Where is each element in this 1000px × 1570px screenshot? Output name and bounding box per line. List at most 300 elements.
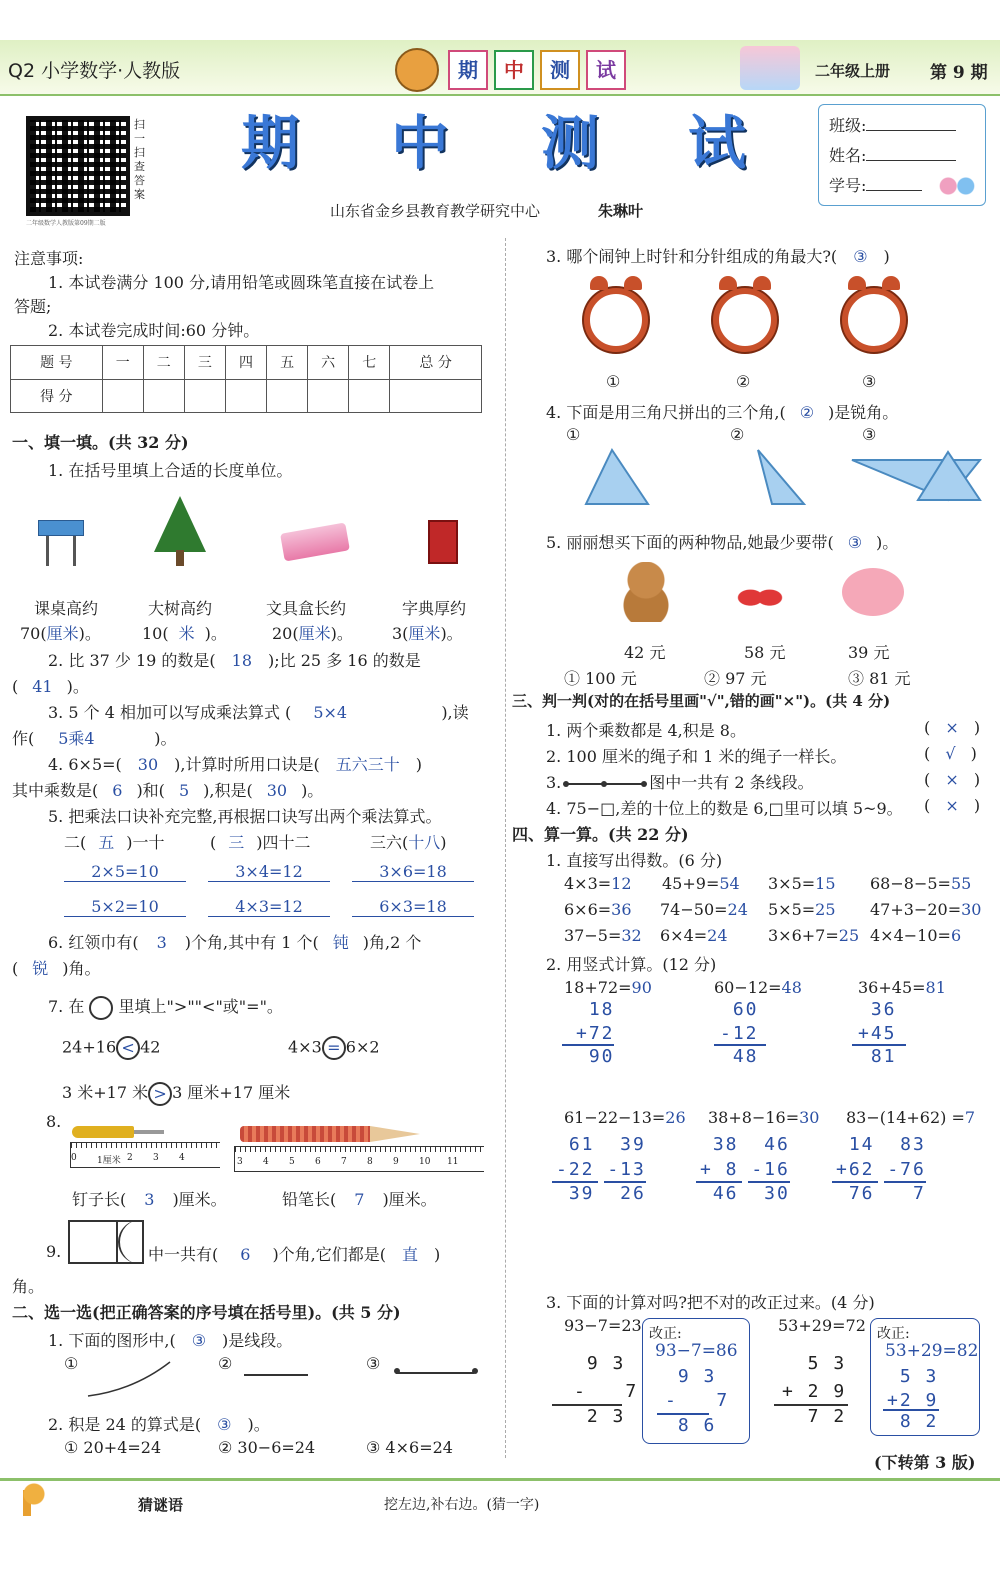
q3-text: 3. 5 个 4 相加可以写成乘法算式 ( <box>48 703 292 722</box>
note-2: 2. 本试卷完成时间:60 分钟。 <box>48 321 260 340</box>
author-org: 山东省金乡县教育教学研究中心 <box>330 202 541 220</box>
q2-text: 2. 比 37 少 19 的数是( <box>48 651 216 670</box>
class-field[interactable] <box>866 130 956 131</box>
q1-item: 大树高约 <box>148 599 213 618</box>
wrong-calc: 9 3 - 7 <box>574 1353 639 1402</box>
q9-number: 9. <box>46 1242 62 1261</box>
table-cell: 七 <box>349 346 390 380</box>
s2-q2-answer[interactable]: ③ <box>217 1415 232 1434</box>
option-label: ② <box>218 1354 233 1373</box>
q7-text-b: 里填上">""<"或"="。 <box>118 997 283 1016</box>
correction-label: 改正: <box>877 1326 910 1342</box>
alarm-clock-icon <box>584 288 648 352</box>
option-label: ② <box>736 372 751 391</box>
s2-q2-text-b: )。 <box>247 1415 270 1434</box>
ruler-2 <box>234 1146 484 1172</box>
q2-answer-2[interactable]: 41 <box>32 677 53 696</box>
vertical-answer[interactable]: 81 <box>925 978 946 997</box>
q5-k1: 二( <box>64 833 87 852</box>
judge-item: 1. 两个乘数都是 4,积是 8。 <box>546 721 746 740</box>
table-cell: 一 <box>102 346 143 380</box>
teddy-bear-icon <box>620 562 672 622</box>
table-cell: 题 号 <box>11 346 103 380</box>
score-table <box>10 345 482 413</box>
q5-answer-2[interactable]: 三 <box>228 833 245 852</box>
ray-line-icon <box>244 1374 308 1376</box>
vertical-result: 48 <box>720 1046 759 1067</box>
section-3-heading: 三、判一判(对的在括号里画"√",错的画"×")。(共 4 分) <box>512 692 891 710</box>
tree-icon <box>154 496 206 552</box>
correction-box <box>870 1318 980 1436</box>
score-cell[interactable] <box>390 379 482 413</box>
judge-answer[interactable]: × <box>945 796 959 815</box>
vertical-result: 81 <box>858 1046 897 1067</box>
q1-close: )。 <box>330 624 353 643</box>
title-char: 试 <box>687 109 746 177</box>
s2-q5-option: ① 100 元 <box>564 669 637 688</box>
score-cell[interactable] <box>349 379 390 413</box>
q5-equation[interactable]: 5×2=10 <box>64 897 186 917</box>
q5-equation[interactable]: 3×6=18 <box>352 862 474 882</box>
notes-heading: 注意事项: <box>14 249 84 268</box>
q5-equation[interactable]: 3×4=12 <box>208 862 330 882</box>
desk-icon <box>38 520 84 536</box>
option-label: ③ <box>862 372 877 391</box>
q4-text-d: 其中乘数是( <box>12 781 99 800</box>
q9-text-c: ) <box>434 1245 441 1264</box>
oral-q: 3×5= <box>768 874 816 893</box>
q5-equation[interactable]: 2×5=10 <box>64 862 186 882</box>
q7-right: 42 <box>140 1037 161 1057</box>
score-cell[interactable] <box>184 379 225 413</box>
section-1-heading: 一、填一填。(共 32 分) <box>12 433 189 452</box>
oral-answer[interactable]: 6 <box>950 926 962 945</box>
q1-close: )。 <box>440 624 463 643</box>
banner-char: 中 <box>494 50 534 90</box>
q4-text-e: )和( <box>136 781 165 800</box>
q2-text-b: );比 25 多 16 的数是 <box>268 651 421 670</box>
oral-answer[interactable]: 36 <box>611 900 632 919</box>
ruler-mark: 5 <box>289 1157 295 1167</box>
ruler-mark: 3 <box>237 1157 243 1167</box>
q4-answer-5[interactable]: 30 <box>266 781 288 800</box>
check-q: 53+29=72 <box>778 1316 866 1335</box>
q1-num: 20( <box>272 624 299 643</box>
cartoon-animals-icon <box>935 171 979 201</box>
castle-decoration-icon <box>740 46 800 90</box>
option-label: ① <box>64 1354 79 1373</box>
segment-dots-icon <box>565 783 645 785</box>
wrong-calc: 5 3 + 2 9 <box>782 1353 847 1402</box>
s2-q3-text: 3. 哪个闹钟上时针和分针组成的角最大?( <box>546 247 838 266</box>
q6-text-b: )个角,其中有 1 个( <box>184 933 319 952</box>
judge-item: 3. <box>546 773 562 792</box>
q6-answer-2[interactable]: 钝 <box>332 933 349 952</box>
correction-label: 改正: <box>649 1326 682 1342</box>
s2-q5-option: ② 97 元 <box>704 669 767 688</box>
oral-q: 47+3−20= <box>870 900 962 919</box>
q1-answer[interactable]: 厘米 <box>46 624 79 643</box>
q7-left: 24+16 <box>62 1037 117 1057</box>
judge-answer[interactable]: × <box>945 718 959 737</box>
option-label: ② <box>730 425 745 444</box>
ruler-1 <box>70 1142 220 1168</box>
q3-text-c: 作( <box>12 729 35 748</box>
judge-answer[interactable]: × <box>945 770 959 789</box>
ruler-mark: 2 <box>127 1153 133 1163</box>
alarm-clock-icon <box>713 288 777 352</box>
note-1b: 答题; <box>14 297 52 316</box>
ruler-mark: 10 <box>419 1157 431 1167</box>
q1-1: 1. 在括号里填上合适的长度单位。 <box>48 461 293 480</box>
judge-item: 2. 100 厘米的绳子和 1 米的绳子一样长。 <box>546 747 847 766</box>
triangle-ruler-icon <box>752 446 808 508</box>
option-label: ③ <box>366 1354 381 1373</box>
q7-sign[interactable]: > <box>148 1082 172 1106</box>
s2-q3-text-b: ) <box>883 247 890 266</box>
s4-q2-text: 2. 用竖式计算。(12 分) <box>546 955 717 974</box>
score-cell[interactable] <box>225 379 266 413</box>
oral-q: 68−8−5= <box>870 874 951 893</box>
q5-equation[interactable]: 6×3=18 <box>352 897 474 917</box>
class-label: 班级: <box>829 116 867 135</box>
q4-text: 4. 6×5=( <box>48 755 122 774</box>
alarm-clock-icon <box>842 288 906 352</box>
q5-text: 5. 把乘法口诀补充完整,再根据口诀写出两个乘法算式。 <box>48 807 442 826</box>
s4-q3-text: 3. 下面的计算对吗?把不对的改正过来。(4 分) <box>546 1293 875 1312</box>
q9-text-b: )个角,它们都是( <box>272 1245 387 1264</box>
oral-answer[interactable]: 12 <box>611 874 632 893</box>
q2-text-c: )。 <box>66 677 89 696</box>
oral-answer[interactable]: 55 <box>950 874 972 893</box>
q7-sign[interactable]: < <box>116 1036 140 1060</box>
title-char: 期 <box>240 109 299 177</box>
q1-close: )。 <box>78 624 101 643</box>
vertical-calc: 38 46 + 8 -16 <box>700 1134 790 1180</box>
ruler-mark: 4 <box>179 1153 185 1163</box>
vertical-calc: 60 -12 <box>720 999 759 1044</box>
q5-answer-3[interactable]: 十八 <box>408 833 441 852</box>
correction-answer[interactable]: 93−7=86 <box>655 1341 738 1361</box>
ruler-mark: 6 <box>315 1157 321 1167</box>
q4-text-g: )。 <box>301 781 324 800</box>
q6-answer-1[interactable]: 3 <box>156 933 167 952</box>
score-cell[interactable] <box>308 379 349 413</box>
vertical-answer[interactable]: 26 <box>665 1108 686 1127</box>
oral-q: 4×3= <box>564 874 612 893</box>
oral-answer[interactable]: 32 <box>621 926 642 945</box>
piggy-bank-icon <box>842 568 904 616</box>
vertical-answer[interactable]: 7 <box>964 1108 976 1127</box>
vertical-answer[interactable]: 30 <box>799 1108 820 1127</box>
vertical-calc: 18 +72 <box>576 999 615 1044</box>
q5-k3b: ) <box>440 833 447 852</box>
table-cell: 总 分 <box>390 346 482 380</box>
correction-result: 8 6 <box>665 1415 717 1436</box>
tree-trunk-icon <box>176 550 184 566</box>
option-label: ① <box>566 425 581 444</box>
score-cell[interactable] <box>143 379 184 413</box>
vertical-result: 39 26 <box>556 1183 646 1204</box>
pencil-tip-icon <box>370 1126 420 1142</box>
oral-answer[interactable]: 25 <box>815 900 836 919</box>
price: 58 元 <box>744 643 786 662</box>
segment-endpoint-icon <box>472 1368 478 1374</box>
q8-text-c: 铅笔长( <box>282 1190 337 1209</box>
section-2-heading: 二、选一选(把正确答案的序号填在括号里)。(共 5 分) <box>12 1303 401 1322</box>
circle-icon <box>89 996 113 1020</box>
table-cell: 四 <box>225 346 266 380</box>
vertical-result: 76 7 <box>836 1183 926 1204</box>
oral-answer[interactable]: 30 <box>961 900 982 919</box>
q1-item: 文具盒长约 <box>266 599 347 618</box>
option-label: ① <box>606 372 621 391</box>
triangle-ruler-icon <box>582 446 652 508</box>
oral-q: 4×4−10= <box>870 926 951 945</box>
paren: ( <box>12 677 19 696</box>
oral-answer[interactable]: 25 <box>838 926 860 945</box>
q6-text: 6. 红领巾有( <box>48 933 139 952</box>
q8-answer-1[interactable]: 3 <box>144 1190 155 1209</box>
q3-answer-2[interactable]: 5乘4 <box>58 729 95 748</box>
q3-answer-1[interactable]: 5×4 <box>313 703 348 722</box>
q5-equation[interactable]: 4×3=12 <box>208 897 330 917</box>
q8-text-b: )厘米。 <box>172 1190 227 1209</box>
vertical-calc: 14 83 +62 -76 <box>836 1134 926 1180</box>
riddle-label: 猜谜语 <box>138 1496 184 1514</box>
s2-q1-text-b: )是线段。 <box>222 1331 293 1350</box>
q4-answer-1[interactable]: 30 <box>137 755 159 774</box>
q4-text-f: ),积是( <box>203 781 253 800</box>
table-cell: 得 分 <box>11 379 103 413</box>
q8-answer-2[interactable]: 7 <box>354 1190 365 1209</box>
q3-text-b: ),读 <box>441 703 469 722</box>
q7-left: 3 米+17 米 <box>62 1083 149 1102</box>
id-label: 学号: <box>829 176 867 195</box>
q4-answer-4[interactable]: 5 <box>178 781 190 800</box>
vertical-calc: 61 39 -22 -13 <box>556 1134 646 1180</box>
vertical-calc: 36 +45 <box>858 999 897 1044</box>
vertical-q: 61−22−13= <box>564 1108 666 1127</box>
title-char: 中 <box>390 109 449 177</box>
s2-q2-option: ① 20+4=24 <box>64 1438 162 1457</box>
judge-item: 4. 75−□,差的十位上的数是 6,□里可以填 5~9。 <box>546 799 903 818</box>
continued-note: (下转第 3 版) <box>874 1453 976 1472</box>
s2-q3-answer[interactable]: ③ <box>853 247 868 266</box>
oral-answer[interactable]: 24 <box>727 900 748 919</box>
oral-q: 45+9= <box>662 874 720 893</box>
qr-code-icon[interactable] <box>26 116 130 216</box>
table-cell: 二 <box>143 346 184 380</box>
oral-answer[interactable]: 54 <box>719 874 740 893</box>
q4-answer-2[interactable]: 五六三十 <box>335 755 400 774</box>
q1-num: 10( <box>142 624 169 643</box>
q5-k3: 三六( <box>370 833 409 852</box>
s2-q1-answer[interactable]: ③ <box>191 1331 207 1350</box>
q2-answer-1[interactable]: 18 <box>231 651 253 670</box>
q9-answer-2[interactable]: 直 <box>402 1245 419 1264</box>
q1-num: 70( <box>20 624 47 643</box>
ruler-mark: 11 <box>447 1157 459 1167</box>
paren: ( <box>12 959 19 978</box>
segment-line-icon <box>396 1372 474 1374</box>
section-4-heading: 四、算一算。(共 22 分) <box>512 825 689 844</box>
oral-answer[interactable]: 24 <box>707 926 728 945</box>
lion-mascot-icon <box>395 48 439 92</box>
pencil-case-icon <box>280 522 350 561</box>
header-left: Q2 小学数学·人教版 <box>8 60 181 82</box>
vertical-q: 18+72= <box>564 978 632 997</box>
q6-text-c: )角,2 个 <box>362 933 422 952</box>
curve-line-icon <box>84 1360 174 1400</box>
vertical-result: 46 30 <box>700 1183 790 1204</box>
check-q: 93−7=23 <box>564 1316 642 1335</box>
q7-left: 4×3 <box>288 1037 322 1057</box>
q5-k2b: )四十二 <box>256 833 311 852</box>
q1-close: )。 <box>204 624 227 643</box>
student-info-box <box>818 104 986 206</box>
s2-q4-answer[interactable]: ② <box>799 403 815 422</box>
q7-sign[interactable]: = <box>322 1036 346 1060</box>
oral-q: 37−5= <box>564 926 622 945</box>
note-1: 1. 本试卷满分 100 分,请用铅笔或圆珠笔直接在试卷上 <box>48 273 435 292</box>
price: 39 元 <box>848 643 890 662</box>
vertical-q: 83−(14+62) = <box>846 1108 965 1127</box>
table-cell: 五 <box>267 346 308 380</box>
score-cell[interactable] <box>102 379 143 413</box>
q1-item: 课桌高约 <box>34 599 99 618</box>
q1-num: 3( <box>392 624 409 643</box>
oral-q: 74−50= <box>660 900 728 919</box>
q8-text: 钉子长( <box>72 1190 127 1209</box>
s2-q5-text-b: )。 <box>876 533 899 552</box>
wrong-result: 7 2 <box>782 1406 847 1427</box>
q5-answer-1[interactable]: 五 <box>98 833 115 852</box>
q7-text: 7. 在 <box>48 997 85 1016</box>
q9-text: 中一共有( <box>148 1245 219 1264</box>
ruler-mark: 8 <box>367 1157 373 1167</box>
dictionary-icon <box>428 520 458 564</box>
q5-k2: ( <box>210 833 217 852</box>
rectangle-shape-icon <box>68 1220 118 1264</box>
s4-q1-text: 1. 直接写出得数。(6 分) <box>546 851 723 870</box>
s2-q4-text-b: )是锐角。 <box>828 403 899 422</box>
judge-answer[interactable]: √ <box>945 744 956 763</box>
s2-q5-answer[interactable]: ③ <box>847 533 863 552</box>
giraffe-icon <box>10 1482 50 1522</box>
nail-icon <box>72 1126 134 1138</box>
s2-q2-text: 2. 积是 24 的算式是( <box>48 1415 202 1434</box>
qr-caption: 二年级数学人教版第09期二版 <box>26 220 106 227</box>
id-field[interactable] <box>866 190 922 191</box>
correction-calc: 9 3 - 7 <box>665 1366 730 1411</box>
banner-char: 期 <box>448 50 488 90</box>
s2-q4-text: 4. 下面是用三角尺拼出的三个角,( <box>546 403 786 422</box>
q9-answer-1[interactable]: 6 <box>240 1245 251 1264</box>
table-cell: 三 <box>184 346 225 380</box>
s2-q2-option: ③ 4×6=24 <box>366 1438 453 1457</box>
q6-answer-3[interactable]: 锐 <box>32 959 49 978</box>
issue-label: 第 9 期 <box>930 63 988 83</box>
desk-legs-icon <box>46 536 76 566</box>
ruler-mark: 0 <box>71 1153 77 1163</box>
banner-char: 试 <box>586 50 626 90</box>
q8-text-d: )厘米。 <box>382 1190 437 1209</box>
q1-answer[interactable]: 米 <box>178 624 195 643</box>
q1-item: 字典厚约 <box>402 599 467 618</box>
header-banner <box>448 50 626 90</box>
score-cell[interactable] <box>267 379 308 413</box>
triangle-ruler-icon <box>848 446 986 504</box>
correction-calc: 5 3 +2 9 <box>887 1366 939 1411</box>
nail-shaft-icon <box>134 1130 164 1134</box>
ruler-mark: 7 <box>341 1157 347 1167</box>
option-label: ③ <box>862 425 877 444</box>
q9-text-d: 角。 <box>12 1277 45 1296</box>
q4-answer-3[interactable]: 6 <box>112 781 123 800</box>
ruler-mark: 1厘米 <box>97 1156 121 1166</box>
author-name: 朱琳叶 <box>598 202 644 220</box>
vertical-result: 90 <box>576 1046 615 1067</box>
banner-char: 测 <box>540 50 580 90</box>
oral-q: 6×4= <box>660 926 708 945</box>
vertical-answer[interactable]: 48 <box>781 978 802 997</box>
pencil-icon <box>240 1126 370 1142</box>
shoes-icon <box>736 576 784 612</box>
q7-right: 6×2 <box>345 1037 380 1057</box>
name-label: 姓名: <box>829 146 867 165</box>
s2-q2-option: ② 30−6=24 <box>218 1438 316 1457</box>
ruler-mark: 4 <box>263 1157 269 1167</box>
price: 42 元 <box>624 643 666 662</box>
correction-box <box>642 1318 750 1444</box>
q4-text-b: ),计算时所用口诀是( <box>174 755 320 774</box>
judge-item-b: 图中一共有 2 条线段。 <box>649 773 814 792</box>
oral-q: 3×6+7= <box>768 926 839 945</box>
ruler-mark: 3 <box>153 1153 159 1163</box>
q8-number: 8. <box>46 1112 62 1131</box>
vertical-answer[interactable]: 90 <box>631 978 652 997</box>
q1-answer[interactable]: 厘米 <box>408 624 441 643</box>
correction-result: 8 2 <box>887 1411 939 1432</box>
oral-answer[interactable]: 15 <box>815 874 836 893</box>
column-divider <box>505 238 506 1458</box>
table-cell: 六 <box>308 346 349 380</box>
q6-text-d: )角。 <box>62 959 101 978</box>
s2-q1-text: 1. 下面的图形中,( <box>48 1331 176 1350</box>
segment-endpoint-icon <box>394 1368 400 1374</box>
q3-text-d: )。 <box>154 729 177 748</box>
title-char: 测 <box>540 109 599 177</box>
q5-k1b: )一十 <box>126 833 165 852</box>
grade-label: 二年级上册 <box>815 62 891 80</box>
oral-q: 5×5= <box>768 900 816 919</box>
q7-right: 3 厘米+17 厘米 <box>172 1083 291 1102</box>
s2-q5-text: 5. 丽丽想买下面的两种物品,她最少要带( <box>546 533 834 552</box>
wrong-result: 2 3 <box>574 1406 626 1427</box>
riddle-text: 挖左边,补右边。(猜一字) <box>384 1497 540 1513</box>
qr-text: 扫一扫 查答案 <box>134 118 145 201</box>
q1-answer[interactable]: 厘米 <box>298 624 331 643</box>
name-field[interactable] <box>866 160 956 161</box>
vertical-q: 36+45= <box>858 978 926 997</box>
oral-q: 6×6= <box>564 900 612 919</box>
s2-q5-option: ③ 81 元 <box>848 669 911 688</box>
vertical-q: 60−12= <box>714 978 782 997</box>
vertical-q: 38+8−16= <box>708 1108 800 1127</box>
q4-text-c: ) <box>415 755 422 774</box>
correction-answer[interactable]: 53+29=82 <box>885 1341 979 1361</box>
